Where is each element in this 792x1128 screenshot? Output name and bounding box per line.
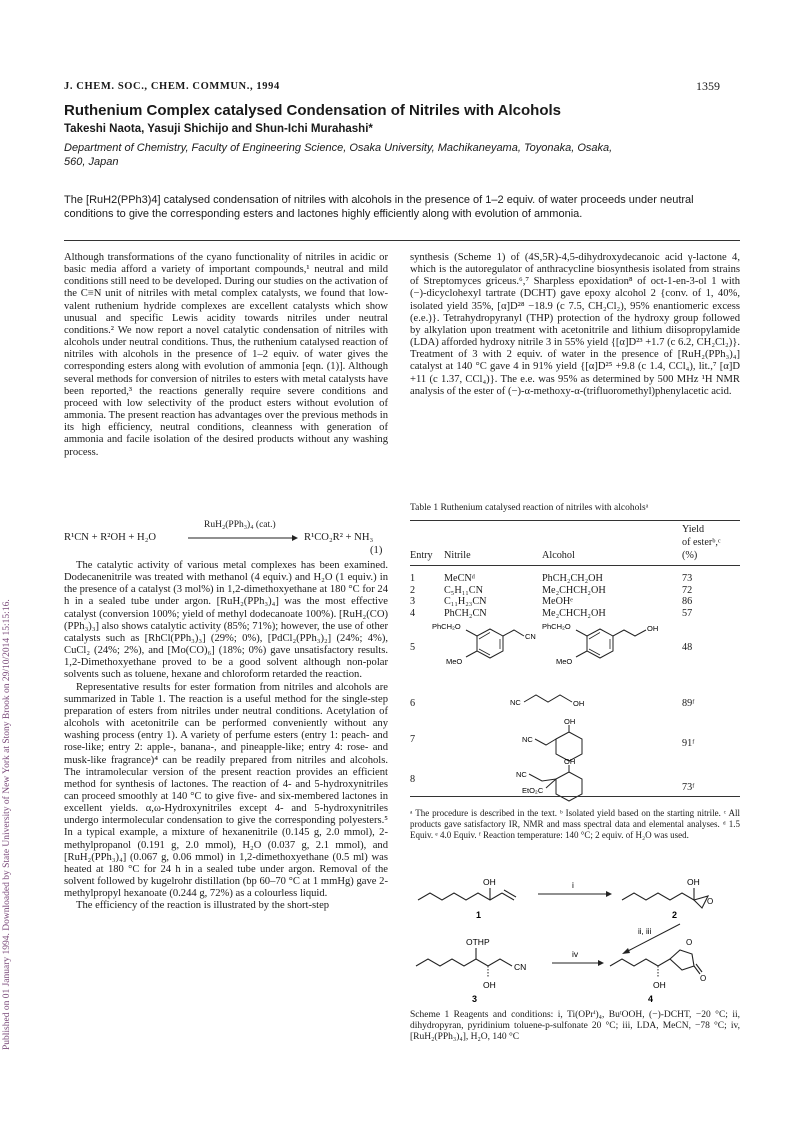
step-iv-label: iv	[572, 949, 579, 959]
label-oh: OH	[647, 624, 659, 633]
equation-number: (1)	[370, 545, 383, 556]
epoxide-o: O	[707, 897, 714, 906]
table-bottom-rule	[410, 796, 740, 797]
row-alcohol: Me₂CHCH₂OH	[542, 607, 606, 619]
compound-4-label: 4	[648, 994, 654, 1004]
lactone-carbonyl-o: O	[700, 974, 707, 983]
row-yield: 72	[682, 584, 693, 596]
entry-5-nitrile-structure	[432, 618, 542, 673]
col-yield-1: Yield	[682, 524, 705, 535]
row-yield: 86	[682, 596, 693, 607]
col-entry: Entry	[410, 550, 433, 561]
row-entry: 7	[410, 734, 416, 745]
label-nc: NC	[510, 698, 521, 707]
compound-3-othp: OTHP	[466, 937, 490, 947]
label-oh: OH	[564, 718, 576, 726]
equation-1	[64, 520, 388, 558]
row-nitrile: C₁₁H₂₃CN	[444, 596, 487, 607]
right-column-synthesis	[410, 252, 740, 398]
entry-5-alcohol-structure	[542, 618, 672, 673]
download-watermark: Published on 01 January 1994. Downloaded by State University of New York at Stony Brook on 29/10/2014 15:15:16.	[2, 599, 12, 1050]
table-row	[410, 573, 740, 585]
synthesis-paragraph: synthesis (Scheme 1) of (4S,5R)-4,5-dihydroxydecanoic acid γ-lactone 4, which is the autoregulator of anthracycline biosynthesis isolated from strains of Streptomyces griceus.⁶,⁷ Sharpless epoxidation⁸ of oct-1-en-3-ol 1 with (−)-dicyclohexyl tartrate (DCHT) gave epoxy alcohol 2 {conv. of 1, 40%, isolated yield 35%, [α]D²⁸ −18.9 (c 7.5, CH₂Cl₂), 95% enantiomeric excess (e.e.)}. Tetrahydropyranyl (THP) protection of the hydroxy group followed by alkylation upon treatment with acetonitrile and lithium diisopropylamide (LDA) afforded hydroxy nitrile 3 in 55% yield {[α]D²³ +1.7 (c 6.2, CH₂Cl₂)}. Treatment of 3 with 2 equiv. of water in the presence of [RuH₂(PPh₃)₄] catalyst at 140 °C gave 4 in 91% yield {[α]D²⁵ +9.8 (c 1.4, CCl₄), lit.,⁷ [α]D +11 (c 1.37, CCl₄)}. The e.e. was 95% as determined by 500 MHz ¹H NMR analysis of the ester of (−)-α-methoxy-α-(trifluoromethyl)phenylacetic acid.	[410, 252, 740, 397]
page-number: 1359	[696, 79, 720, 93]
row-entry: 6	[410, 698, 416, 709]
table-header-rule	[410, 565, 740, 566]
table-row	[410, 596, 740, 608]
row-entry: 1	[410, 573, 416, 584]
table-row	[410, 585, 740, 597]
row-entry: 8	[410, 774, 416, 785]
label-oh: OH	[564, 758, 576, 766]
lactone-ring-o: O	[686, 938, 693, 947]
compound-3-label: 3	[472, 994, 478, 1004]
col-nitrile: Nitrile	[444, 550, 471, 561]
scheme-1-caption: Scheme 1 Reagents and conditions: i, Ti(OPrⁱ)₄, BuᵗOOH, (−)-DCHT, −20 °C; ii, dihydropyran, pyridinium toluene-p-sulfonate 20 °C; iii, LDA, MeCN, −78 °C; iv, [RuH₂(PPh₃)₄], H₂O, 140 °C	[410, 1010, 740, 1042]
left-column-intro	[64, 252, 388, 459]
abstract: The [RuH2(PPh3)4] catalysed condensation of nitriles with alcohols in the presence of 1–2 equiv. of water proceeds under neutral conditions to give the corresponding esters and lactones highly efficiently along with evolution of ammonia.	[64, 194, 694, 220]
left-column-results	[64, 560, 388, 913]
label-meo: MeO	[556, 657, 573, 666]
author-list: Takeshi Naota, Yasuji Shichijo and Shun-Ichi Murahashi*	[64, 123, 373, 135]
row-alcohol: MeOHᵉ	[542, 596, 573, 607]
step-ii-iii-label: ii, iii	[638, 927, 652, 936]
col-yield-2: of esterᵇ,ᶜ	[682, 537, 721, 548]
efficiency-paragraph: The efficiency of the reaction is illustrated by the short-step	[76, 900, 330, 912]
row-yield: 73ᶠ	[682, 782, 695, 793]
table-1-footnotes: ᵃ The procedure is described in the text. ᵇ Isolated yield based on the starting nitrile. ᶜ All products gave satisfactory IR, NMR and mass spectral data and elemental analyses. ᵈ 1.5 Equiv. ᵉ 4.0 Equiv. ᶠ Reaction temperature: 140 °C; 2 equiv. of H₂O was used.	[410, 808, 740, 840]
row-entry: 3	[410, 596, 416, 607]
col-yield-3: (%)	[682, 550, 698, 561]
label-phch2o: PhCH₂O	[432, 622, 461, 631]
affiliation	[64, 141, 744, 169]
compound-3-oh: OH	[483, 980, 496, 990]
compound-1-oh: OH	[483, 877, 496, 887]
label-oh: OH	[573, 699, 585, 708]
table-1-rows-structures	[410, 620, 740, 795]
row-nitrile: C₅H₁₁CN	[444, 584, 483, 596]
compound-3-cn: CN	[514, 962, 527, 972]
label-eto2c: EtO₂C	[522, 786, 544, 795]
row-alcohol: Me₂CHCH₂OH	[542, 584, 606, 596]
entry-6-hydroxynitrile-structure	[510, 684, 630, 714]
label-nc: NC	[516, 770, 527, 779]
row-entry: 4	[410, 607, 416, 619]
equation-catalyst: RuH₂(PPh₃)₄ (cat.)	[204, 520, 276, 530]
entry-8-cyclohexanol-ester-structure	[516, 758, 616, 810]
label-nc: NC	[522, 735, 533, 744]
article-title: Ruthenium Complex catalysed Condensation of Nitriles with Alcohols	[64, 102, 562, 119]
row-yield: 91ᶠ	[682, 738, 695, 749]
row-entry: 2	[410, 584, 416, 596]
row-yield: 57	[682, 607, 693, 619]
label-cn: CN	[525, 632, 536, 641]
scope-paragraph: Representative results for ester formation from nitriles and alcohols are summarized in Table 1. The reaction is a useful method for the single-step preparation of esters from nitriles under neutral conditions. Acetylation of alcohols with acetonitrile can be performed conveniently without any washing process (entry 1). A variety of perfume esters (entry 1: peach- and rose-like; entry 2: apple-, banana-, and pineapple-like; entry 4: rose- and musk-like fragrance)⁴ can be readily prepared from nitriles and alcohols. The intramolecular version of the present reaction provides an efficient method for synthesis of lactones. The reaction of 4- and 5-hydroxynitriles can proceed smoothly at 140 °C to give five- and six-membered lactones in excellent yields. α,ω-Hydroxynitriles except 4- and 5-hydroxynitriles undergo intermolecular condensation to give the corresponding polyesters.⁵ In a typical example, a mixture of hexanenitrile (0.145 g, 2.0 mmol), 2-methylpropanol (0.191 g, 2.0 mmol), H₂O (0.037 g, 2.1 mmol), and [RuH₂(PPh₃)₄] (0.067 g, 0.06 mmol) in 1,2-dimethoxyethane (0.5 ml) was heated at 180 °C for 24 h in a sealed tube under argon. Removal of the solvent followed by kugelrohr distillation (bp 60–70 °C at 1 mmHg) gave 2-methylpropyl hexanoate (0.244 g, 72%) as a colourless liquid.	[64, 681, 388, 900]
step-i-label: i	[572, 880, 574, 890]
table-top-rule	[410, 520, 740, 521]
equation-products: R¹CO₂R² + NH₃	[304, 532, 374, 543]
label-meo: MeO	[446, 657, 463, 666]
affiliation-line-2: 560, Japan	[64, 156, 119, 168]
row-entry: 5	[410, 642, 416, 653]
compound-2-oh: OH	[687, 877, 700, 887]
abstract-divider	[64, 240, 740, 241]
affiliation-line-1: Department of Chemistry, Faculty of Engineering Science, Osaka University, Machikaneyama, Toyonaka, Osaka,	[64, 142, 613, 154]
scheme-1-synthesis-diagram	[410, 860, 740, 1008]
reaction-arrow	[188, 534, 298, 542]
row-yield: 73	[682, 573, 693, 584]
row-nitrile: MeCNᵈ	[444, 573, 475, 584]
compound-4-oh: OH	[653, 980, 666, 990]
col-alcohol: Alcohol	[542, 550, 575, 561]
row-yield: 48	[682, 642, 693, 653]
row-nitrile: PhCH₂CN	[444, 607, 487, 619]
compound-1-label: 1	[476, 910, 482, 920]
compound-2-label: 2	[672, 910, 678, 920]
table-1-caption: Table 1 Ruthenium catalysed reaction of nitriles with alcoholsᵃ	[410, 503, 649, 513]
equation-reactants: R¹CN + R²OH + H₂O	[64, 532, 157, 543]
row-alcohol: PhCH₂CH₂OH	[542, 573, 603, 584]
row-yield: 89ᶠ	[682, 698, 695, 709]
intro-paragraph: Although transformations of the cyano functionality of nitriles in acidic or basic media afford a variety of important compounds,¹ neutral and mild conditions still need to be developed. During our studies on the activation of the C≡N unit of nitriles with metal complex catalysts, we found that low-valent ruthenium hydride complexes are excellent catalysts which show unusual and specific Lewis acidity towards nitriles under neutral conditions.² We now report a novel catalytic condensation of nitriles with alcohols under neutral conditions. Thus, the ruthenium catalysed reaction of nitriles with alcohols in the presence of 1–2 equiv. of water gives the corresponding esters along with evolution of ammonia [eqn. (1)]. Although several methods for conversion of nitriles to esters with metal catalysts have been reported,³ the reactions generally require severe conditions and proceed with low selectivity of the product esters without evolution of ammonia. The present reaction has advantages over the previous methods in its high efficiency, neutral conditions, cleanness with generation of ammonia and facile isolation of the desired products without any washing process.	[64, 252, 388, 458]
label-phch2o: PhCH₂O	[542, 622, 571, 631]
catalyst-paragraph: The catalytic activity of various metal complexes has been examined. Dodecanenitrile was treated with methanol (4 equiv.) and H₂O (1 equiv.) in the presence of a catalyst (3 mol%) in 1,2-dimethoxyethane at 180 °C for 24 h in a sealed tube under argon. [RuH₂(PPh₃)₄] was the most effective catalyst (conversion 100%; yield of methyl dodecanoate 100%). [RuH₂(CO)(PPh₃)₃] also shows catalytic activity (85%; 71%); however, the use of other catalysts such as [RhCl(PPh₃)₃] (29%; 0%), [PdCl₂(PPh₃)₂] (24%; 4%), CuCl₂ (24%; 2%), and [Mo(CO)₆] (18%; 0%) gave unsatisfactory results. 1,2-Dimethoxyethane proved to be a good solvent although non-polar solvents such as toluene, hexane and chloroform retarded the reaction.	[64, 560, 388, 681]
journal-running-head: J. CHEM. SOC., CHEM. COMMUN., 1994	[64, 81, 280, 92]
